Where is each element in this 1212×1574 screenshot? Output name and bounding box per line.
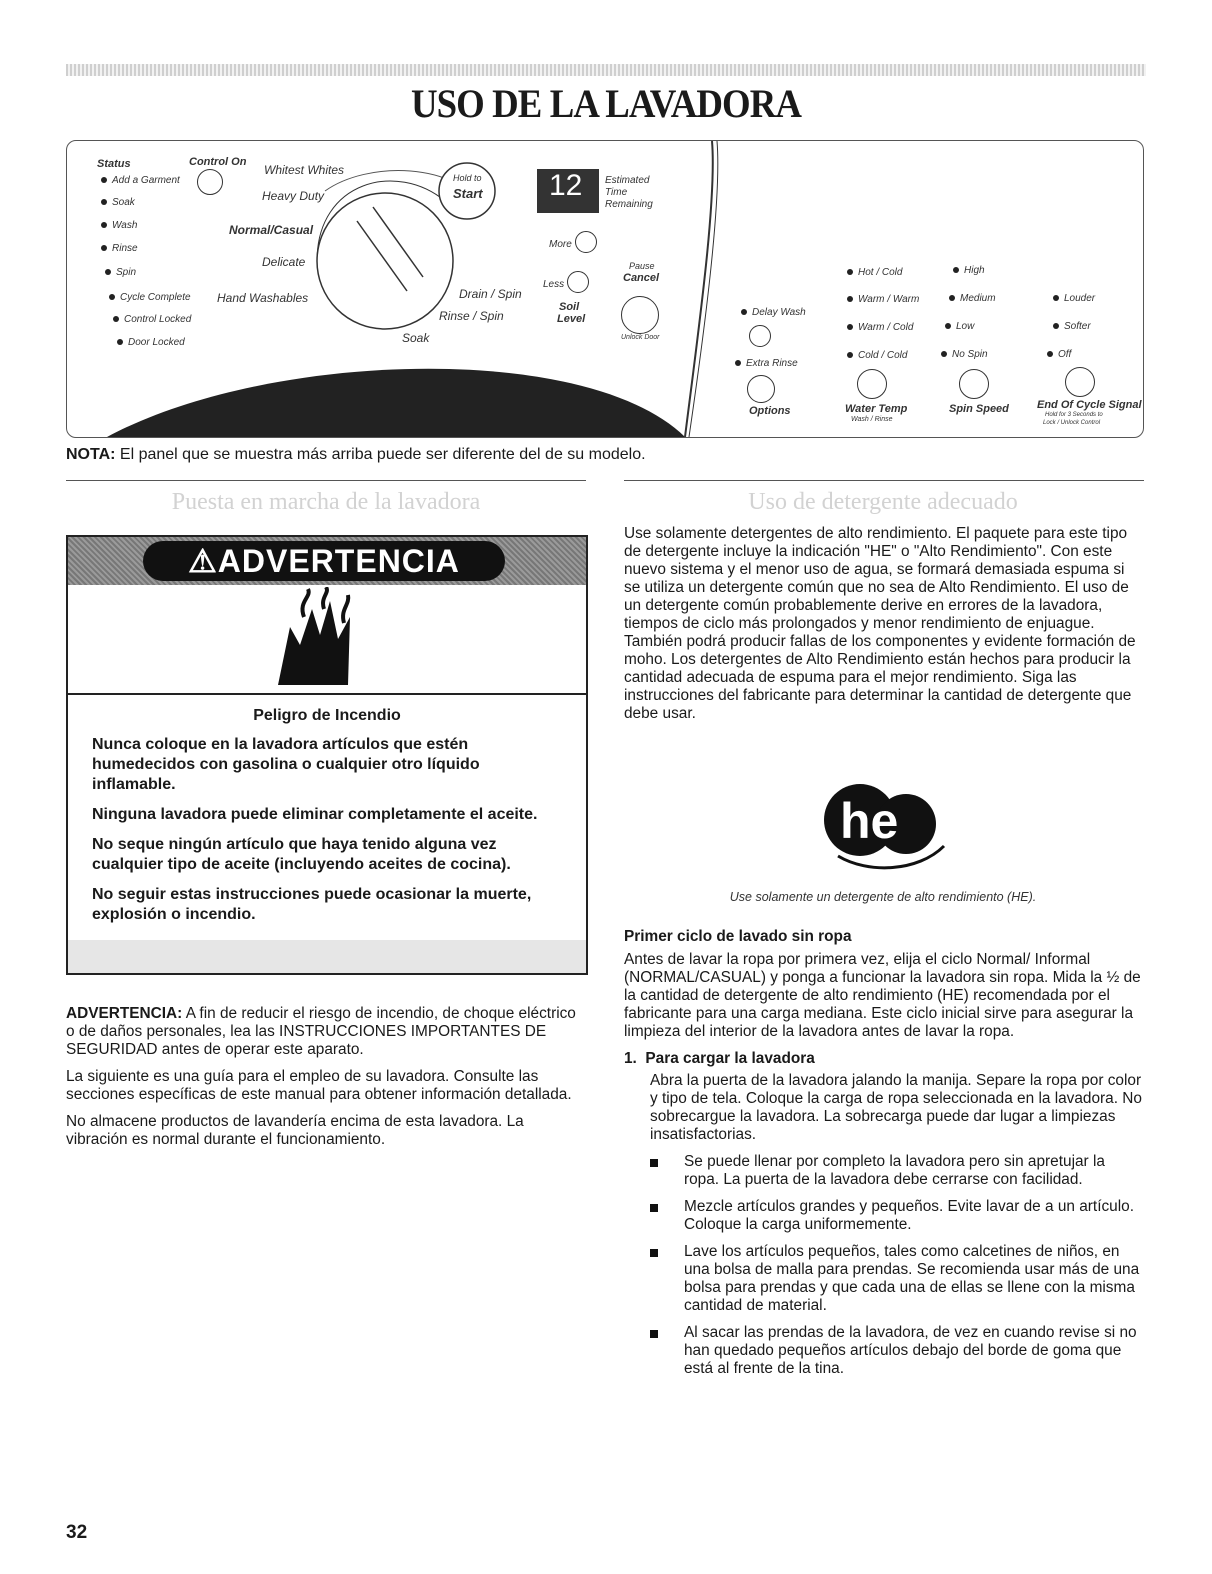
left-section-heading: Puesta en marcha de la lavadora <box>171 489 481 515</box>
left-column-rule <box>66 480 586 481</box>
status-item: Wash <box>101 220 137 231</box>
water-temp-item: Hot / Cold <box>847 267 902 278</box>
cycle-option: Whitest Whites <box>264 163 345 177</box>
warning-paragraph: No seguir estas instrucciones puede ocasionar la muerte, explosión o incendio. <box>92 886 532 923</box>
right-body-top <box>624 525 1142 732</box>
cycle-option: Hand Washables <box>217 291 309 305</box>
nota-line <box>66 446 646 464</box>
body-paragraph: Antes de lavar la ropa por primera vez, elija el ciclo Normal/ Informal (NORMAL/CASUAL) y ponga a funcionar la lavadora sin ropa. Mida la ½ de la cantidad de detergente de alto rendimiento (HE) recomendada por el fabricante para una carga mediana. Este ciclo inicial sirve para asegurar la limpieza del interior de la lavadora antes de lavar la ropa. <box>624 951 1141 1040</box>
options-button[interactable] <box>747 375 775 403</box>
he-logo-icon <box>818 778 948 874</box>
signal-label: End Of Cycle Signal <box>1037 399 1142 411</box>
start-label: Start <box>453 186 483 201</box>
header-rule <box>66 64 1146 76</box>
spin-speed-item: Medium <box>949 293 996 304</box>
status-item: Spin <box>105 267 136 278</box>
body-paragraph: La siguiente es una guía para el empleo de su lavadora. Consulte las secciones específicas de este manual para obtener información detallada. <box>66 1068 572 1103</box>
body-paragraph: No almacene productos de lavandería encima de esta lavadora. La vibración es normal durante el funcionamiento. <box>66 1113 524 1148</box>
list-item: Lave los artículos pequeños, tales como calcetines de niños, en una bolsa de malla para prendas. Se recomienda usar más de una bolsa para prendas y que cada una de ellas se llene con la misma cantidad de material. <box>648 1243 1142 1315</box>
page-number: 32 <box>66 1522 88 1543</box>
he-logo <box>818 778 948 874</box>
status-item: Add a Garment <box>101 175 180 186</box>
end-of-cycle-signal-button[interactable] <box>1065 367 1095 397</box>
body-paragraph: Use solamente detergentes de alto rendimiento. El paquete para este tipo de detergente incluye la indicación "HE" o "Alto Rendimiento". Con este nuevo sistema y el menor uso de agua, se formará demasiada espuma si se utiliza un detergente común que no sea de Alto Rendimiento. El uso de un detergente común probablemente derive en errores de la lavadora, tiempos de ciclo más prolongados y menor rendimiento de enjuague. También podrá producir fallas de los componentes y evidente formación de moho. Los detergentes de Alto Rendimiento están hechos para producir la cantidad adecuada de espuma para el mejor rendimiento. Siga las instrucciones del fabricante para determinar la cantidad de detergente que debe usar. <box>624 525 1136 722</box>
pause-cancel-button[interactable] <box>621 296 659 334</box>
option-item: Delay Wash <box>741 307 806 318</box>
status-label: Status <box>97 158 131 170</box>
water-temp-item: Cold / Cold <box>847 350 907 361</box>
delay-wash-button[interactable] <box>749 325 771 347</box>
list-item: Al sacar las prendas de la lavadora, de vez en cuando revise si no han quedado pequeños artículos debajo del borde de goma que está al frente de la tina. <box>648 1324 1142 1378</box>
cycle-option: Normal/Casual <box>229 223 314 237</box>
more-button[interactable] <box>575 231 597 253</box>
right-section-heading: Uso de detergente adecuado <box>748 489 1018 515</box>
status-item: Cycle Complete <box>109 292 191 303</box>
cycle-option: Drain / Spin <box>459 287 522 301</box>
cancel-label: Cancel <box>623 272 660 284</box>
warning-paragraph: Ninguna lavadora puede eliminar completamente el aceite. <box>92 806 538 823</box>
less-button[interactable] <box>567 271 589 293</box>
signal-sub: Lock / Unlock Control <box>1043 420 1101 426</box>
warning-paragraph: Nunca coloque en la lavadora artículos que estén humedecidos con gasolina o cualquier otro líquido inflamable. <box>92 736 480 793</box>
warning-subtitle: Peligro de Incendio <box>253 707 401 724</box>
step-heading: 1. Para cargar la lavadora <box>624 1050 815 1067</box>
cycle-option: Heavy Duty <box>262 189 325 203</box>
pause-label: Pause <box>629 261 655 271</box>
spin-speed-item: High <box>953 265 985 276</box>
water-temp-item: Warm / Warm <box>847 294 919 305</box>
hold-to-label: Hold to <box>453 173 482 183</box>
cycle-option: Delicate <box>262 255 306 269</box>
warning-triangle-icon: ⚠ <box>188 543 218 579</box>
option-item: Extra Rinse <box>735 358 798 369</box>
warning-title: ⚠ADVERTENCIA <box>143 541 505 581</box>
page-title: USO DE LA LAVADORA <box>410 81 802 126</box>
spin-speed-label: Spin Speed <box>949 403 1009 415</box>
left-body <box>66 1005 588 1158</box>
signal-sub: Hold for 3 Seconds to <box>1045 412 1103 418</box>
bullet-list <box>624 1153 1142 1378</box>
fire-hazard-icon <box>68 587 586 695</box>
warning-paragraph: No seque ningún artículo que haya tenido alguna vez cualquier tipo de aceite (incluyendo aceites de cocina). <box>92 836 511 873</box>
sub-heading: Primer ciclo de lavado sin ropa <box>624 928 852 945</box>
unlock-door-label: Unlock Door <box>621 334 660 341</box>
signal-item: Louder <box>1053 293 1095 304</box>
signal-item: Off <box>1047 349 1071 360</box>
signal-item: Softer <box>1053 321 1091 332</box>
water-temp-sub: Wash / Rinse <box>851 416 893 423</box>
less-label: Less <box>543 279 565 290</box>
time-display-value: 12 <box>549 169 583 202</box>
estimated-label: Time <box>605 187 628 198</box>
warning-header <box>68 537 586 585</box>
control-on-label: Control On <box>189 156 247 168</box>
he-caption: Use solamente un detergente de alto rendimiento (HE). <box>729 890 1037 904</box>
fire-icon <box>68 587 582 691</box>
list-item: Se puede llenar por completo la lavadora pero sin apretujar la ropa. La puerta de la lavadora debe cerrarse con facilidad. <box>648 1153 1142 1189</box>
cycle-option: Rinse / Spin <box>439 309 504 323</box>
water-temp-label: Water Temp <box>845 403 908 415</box>
estimated-label: Estimated <box>605 175 650 186</box>
right-body-bottom <box>624 928 1142 1387</box>
step-text: Abra la puerta de la lavadora jalando la manija. Separe la ropa por color y tipo de tela. Coloque la carga de ropa seleccionada en la lavadora. No sobrecargue la lavadora. La sobrecarga puede dar lugar a limpiezas insatisfactorias. <box>650 1072 1142 1143</box>
nota-text: El panel que se muestra más arriba puede ser diferente del de su modelo. <box>115 446 646 463</box>
soil-level-label: Level <box>557 313 586 325</box>
status-item: Rinse <box>101 243 138 254</box>
status-item: Door Locked <box>117 337 185 348</box>
water-temp-item: Warm / Cold <box>847 322 913 333</box>
control-on-button[interactable] <box>197 169 223 195</box>
spin-speed-item: Low <box>945 321 974 332</box>
warning-text <box>68 697 586 973</box>
more-label: More <box>549 239 572 250</box>
status-item: Soak <box>101 197 135 208</box>
soil-level-label: Soil <box>559 301 580 313</box>
right-column-rule <box>624 480 1144 481</box>
spin-speed-item: No Spin <box>941 349 988 360</box>
spin-speed-button[interactable] <box>959 369 989 399</box>
estimated-label: Remaining <box>605 199 653 210</box>
options-label: Options <box>749 405 791 417</box>
nota-label: NOTA: <box>66 446 116 463</box>
status-item: Control Locked <box>113 314 191 325</box>
warning-box <box>66 535 588 975</box>
cycle-option: Soak <box>402 331 430 345</box>
advertencia-paragraph: ADVERTENCIA: A fin de reducir el riesgo de incendio, de choque eléctrico o de daños personales, lea las INSTRUCCIONES IMPORTANTES DE SEGURIDAD antes de operar este aparato. <box>66 1005 576 1058</box>
he-logo-text: he <box>840 793 899 849</box>
control-panel-illustration <box>66 140 1144 438</box>
water-temp-button[interactable] <box>857 369 887 399</box>
list-item: Mezcle artículos grandes y pequeños. Evite lavar de a un artículo. Coloque la carga uniformemente. <box>648 1198 1142 1234</box>
